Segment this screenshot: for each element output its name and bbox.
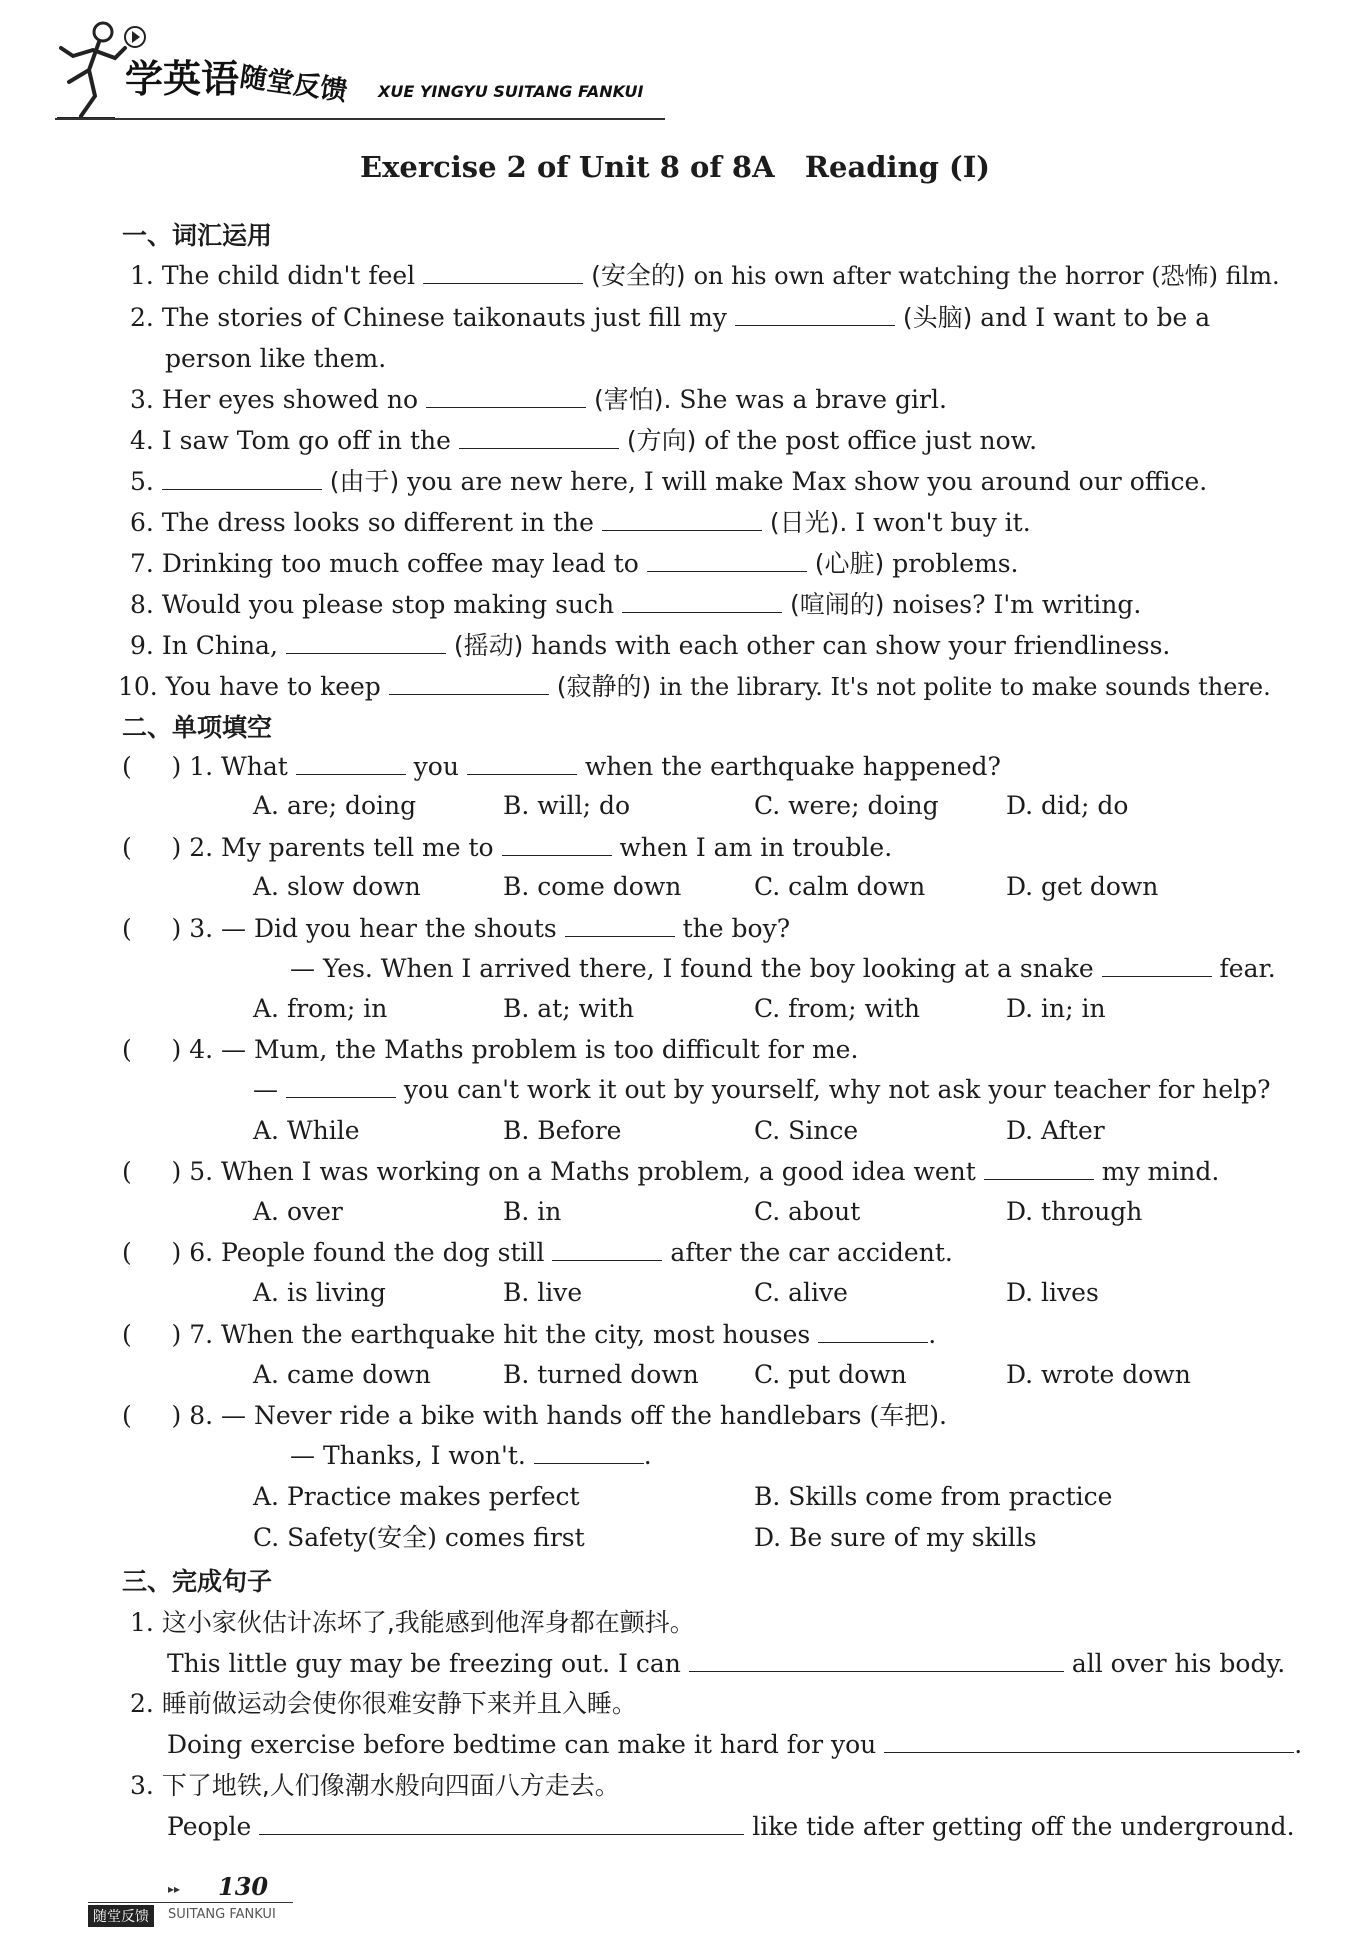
mc-question-6: ( ) 6. People found the dog still after the car accident. [122,1238,953,1267]
mc-question-3-line-2: — Yes. When I arrived there, I found the boy looking at a snake fear. [290,954,1276,983]
option-a[interactable]: A. Practice makes perfect [253,1482,580,1511]
mc-question-2: ( ) 2. My parents tell me to when I am in trouble. [122,833,893,862]
answer-paren[interactable]: ( ) [122,1401,182,1430]
answer-blank [286,1096,396,1098]
option-c[interactable]: C. were; doing [754,791,939,820]
footer-tag-en: SUITANG FANKUI [168,1907,276,1922]
section-2-heading: 二、单项填空 [122,713,273,742]
answer-blank [534,1462,644,1464]
footer-tag: 随堂反馈 [88,1905,154,1927]
answer-blank[interactable] [689,1670,1064,1672]
answer-blank[interactable] [426,406,586,408]
sentence-3-chinese: 3. 下了地铁,人们像潮水般向四面八方走去。 [130,1771,620,1800]
mc-question-5: ( ) 5. When I was working on a Maths problem, a good idea went my mind. [122,1157,1220,1186]
vocab-item-1: 1. The child didn't feel (安全的) on his own after watching the horror (恐怖) film. [130,261,1280,290]
footer-divider [88,1902,293,1903]
answer-blank[interactable] [735,324,895,326]
vocab-item-2: 2. The stories of Chinese taikonauts just fill my (头脑) and I want to be a [130,303,1211,332]
answer-blank [565,935,675,937]
answer-blank [1102,975,1212,977]
answer-paren[interactable]: ( ) [122,1035,182,1064]
section-3-heading: 三、完成句子 [122,1567,273,1596]
option-a[interactable]: A. is living [253,1278,386,1307]
vocab-item-8: 8. Would you please stop making such (喧闹的) noises? I'm writing. [130,590,1142,619]
vocab-item-9: 9. In China, (摇动) hands with each other can show your friendliness. [130,631,1171,660]
vocab-item-7: 7. Drinking too much coffee may lead to (心脏) problems. [130,549,1019,578]
option-d[interactable]: D. get down [1006,872,1159,901]
page-title: Exercise 2 of Unit 8 of 8A Reading (Ⅰ) [360,150,990,184]
vocab-item-5: 5. (由于) you are new here, I will make Max show you around our office. [130,467,1208,496]
sentence-2-chinese: 2. 睡前做运动会使你很难安静下来并且入睡。 [130,1689,637,1718]
logo-subtitle: 随堂反馈 [237,61,350,108]
mc-question-7: ( ) 7. When the earthquake hit the city, most houses . [122,1320,937,1349]
option-d[interactable]: D. through [1006,1197,1143,1226]
page-arrow-icon: ▸▸ [168,1882,181,1896]
answer-blank [818,1341,928,1343]
mc-question-4: ( ) 4. — Mum, the Maths problem is too difficult for me. [122,1035,859,1064]
option-d[interactable]: D. After [1006,1116,1105,1145]
vocab-item-3: 3. Her eyes showed no (害怕). She was a brave girl. [130,385,947,414]
answer-paren[interactable]: ( ) [122,914,182,943]
answer-paren[interactable]: ( ) [122,1320,182,1349]
answer-blank[interactable] [602,529,762,531]
option-b[interactable]: B. live [503,1278,583,1307]
runner-logo-icon [55,18,130,123]
answer-blank[interactable] [259,1833,744,1835]
logo-pinyin: XUE YINGYU SUITANG FANKUI [378,82,644,101]
answer-blank [984,1178,1094,1180]
option-b[interactable]: B. Before [503,1116,622,1145]
answer-paren[interactable]: ( ) [122,1157,182,1186]
answer-blank[interactable] [459,447,619,449]
option-b[interactable]: B. will; do [503,791,631,820]
vocab-item-10: 10. You have to keep (寂静的) in the library. It's not polite to make sounds there. [118,672,1271,701]
option-a[interactable]: A. from; in [253,994,388,1023]
option-d[interactable]: D. lives [1006,1278,1099,1307]
option-c[interactable]: C. from; with [754,994,921,1023]
answer-blank[interactable] [423,282,583,284]
answer-blank [552,1259,662,1261]
answer-paren[interactable]: ( ) [122,1238,182,1267]
answer-paren[interactable]: ( ) [122,833,182,862]
answer-blank [502,854,612,856]
mc-question-1: ( ) 1. What you when the earthquake happened? [122,752,1001,781]
sentence-2-english: Doing exercise before bedtime can make it hard for you . [167,1730,1303,1759]
answer-blank[interactable] [622,611,782,613]
mc-question-8: ( ) 8. — Never ride a bike with hands off the handlebars (车把). [122,1401,947,1430]
answer-blank[interactable] [389,693,549,695]
option-a[interactable]: A. While [253,1116,360,1145]
option-c[interactable]: C. put down [754,1360,907,1389]
sentence-1-chinese: 1. 这小家伙估计冻坏了,我能感到他浑身都在颤抖。 [130,1608,695,1637]
header-divider [55,118,665,120]
option-c[interactable]: C. alive [754,1278,848,1307]
section-1-heading: 一、词汇运用 [122,221,273,250]
vocab-item-4: 4. I saw Tom go off in the (方向) of the post office just now. [130,426,1038,455]
answer-blank [296,773,406,775]
answer-blank[interactable] [884,1751,1294,1753]
page-number: 130 [218,1872,269,1901]
option-c[interactable]: C. Safety(安全) comes first [253,1523,585,1552]
option-a[interactable]: A. came down [253,1360,431,1389]
option-a[interactable]: A. are; doing [253,791,417,820]
mc-question-8-line-2: — Thanks, I won't. . [290,1441,652,1470]
play-triangle-icon [132,31,140,43]
option-b[interactable]: B. come down [503,872,682,901]
option-d[interactable]: D. did; do [1006,791,1129,820]
option-b[interactable]: B. turned down [503,1360,699,1389]
logo-text: 学英语 [125,57,240,101]
vocab-item-6: 6. The dress looks so different in the (日光). I won't buy it. [130,508,1031,537]
option-c[interactable]: C. calm down [754,872,926,901]
option-b[interactable]: B. in [503,1197,562,1226]
option-a[interactable]: A. slow down [253,872,421,901]
vocab-item-2-cont: person like them. [165,344,387,373]
answer-blank[interactable] [286,652,446,654]
answer-blank[interactable] [162,488,322,490]
answer-blank [467,773,577,775]
option-d[interactable]: D. wrote down [1006,1360,1191,1389]
answer-paren[interactable]: ( ) [122,752,182,781]
option-d[interactable]: D. Be sure of my skills [754,1523,1037,1552]
option-a[interactable]: A. over [253,1197,343,1226]
sentence-3-english: People like tide after getting off the underground. [167,1812,1295,1841]
mc-question-3: ( ) 3. — Did you hear the shouts the boy? [122,914,791,943]
option-c[interactable]: C. Since [754,1116,859,1145]
option-c[interactable]: C. about [754,1197,861,1226]
answer-blank[interactable] [647,570,807,572]
option-b[interactable]: B. at; with [503,994,635,1023]
option-d[interactable]: D. in; in [1006,994,1106,1023]
mc-question-4-line-2: — you can't work it out by yourself, why not ask your teacher for help? [253,1075,1271,1104]
sentence-1-english: This little guy may be freezing out. I can all over his body. [167,1649,1286,1678]
option-b[interactable]: B. Skills come from practice [754,1482,1113,1511]
